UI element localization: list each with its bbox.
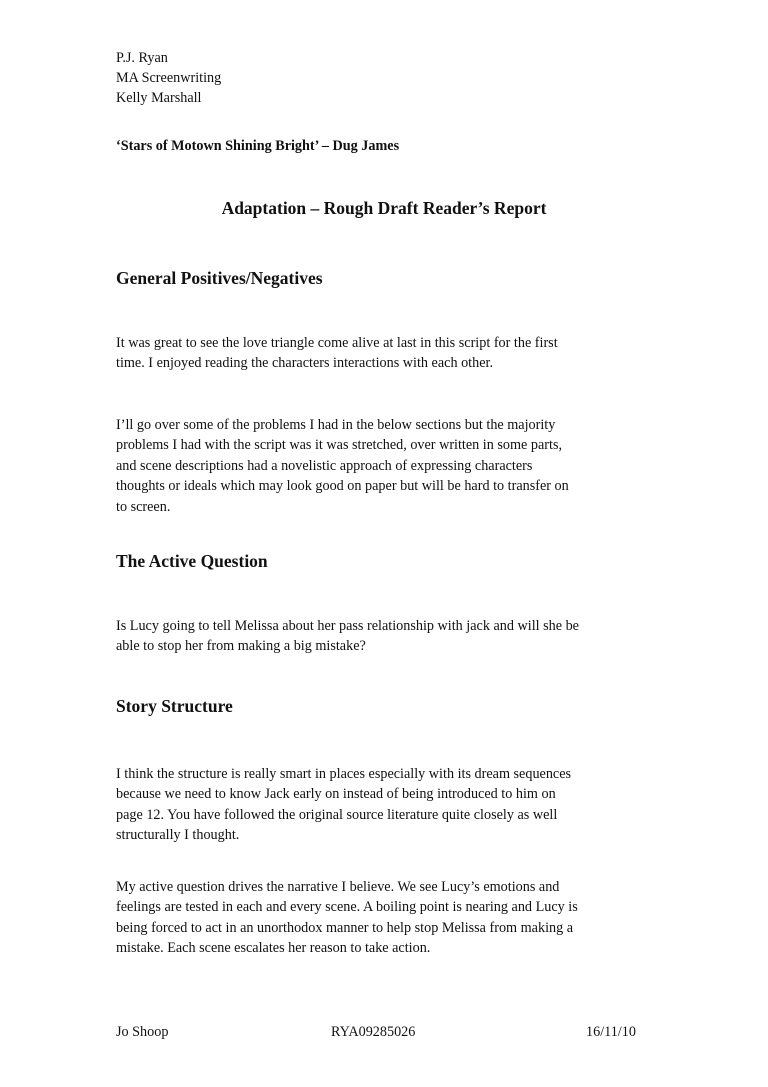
paragraph-line: It was great to see the love triangle come alive at last in this script for the first [116,335,558,351]
paragraph-line: able to stop her from making a big mistake? [116,638,366,655]
paragraph-line: feelings are tested in each and every scene. A boiling point is nearing and Lucy is [116,899,578,916]
paragraph-line: I think the structure is really smart in places especially with its dream sequences [116,766,572,782]
tutor-name: Kelly Marshall [116,90,202,106]
paragraph-line: thoughts or ideals which may look good on paper but will be hard to transfer on [116,478,569,495]
paragraph [116,415,656,517]
author-name: P.J. Ryan [116,50,168,66]
paragraph-line: I’ll go over some of the problems I had in the below sections but the majority [116,417,556,433]
source-title: ‘Stars of Motown Shining Bright’ – Dug James [116,138,400,154]
paragraph-line: problems I had with the script was it was stretched, over written in some parts, [116,437,563,454]
paragraph-line: Is Lucy going to tell Melissa about her pass relationship with jack and will she be [116,618,579,634]
paragraph-line: My active question drives the narrative I believe. We see Lucy’s emotions and [116,879,560,895]
document-title: Adaptation – Rough Draft Reader’s Report [221,198,547,218]
paragraph-line: because we need to know Jack early on instead of being introduced to him on [116,786,556,803]
course-name: MA Screenwriting [116,70,222,86]
footer-date: 16/11/10 [586,1024,636,1040]
paragraph-line: page 12. You have followed the original source literature quite closely as well [116,806,558,823]
paragraph [116,616,656,657]
paragraph-line: mistake. Each scene escalates her reason to take action. [116,940,431,957]
paragraph-line: being forced to act in an unorthodox manner to help stop Melissa from making a [116,919,574,936]
paragraph [116,333,656,374]
section-heading-active-question: The Active Question [116,551,268,571]
paragraph-line: and scene descriptions had a novelistic approach of expressing characters [116,457,533,474]
section-heading-general: General Positives/Negatives [116,268,323,288]
paragraph [116,764,656,846]
footer-student-id: RYA09285026 [331,1024,416,1040]
paragraph-line: structurally I thought. [116,827,240,844]
paragraph-line: to screen. [116,498,171,515]
footer-name: Jo Shoop [116,1024,169,1040]
section-heading-story-structure: Story Structure [116,696,233,716]
paragraph [116,877,656,959]
paragraph-line: time. I enjoyed reading the characters interactions with each other. [116,355,493,372]
